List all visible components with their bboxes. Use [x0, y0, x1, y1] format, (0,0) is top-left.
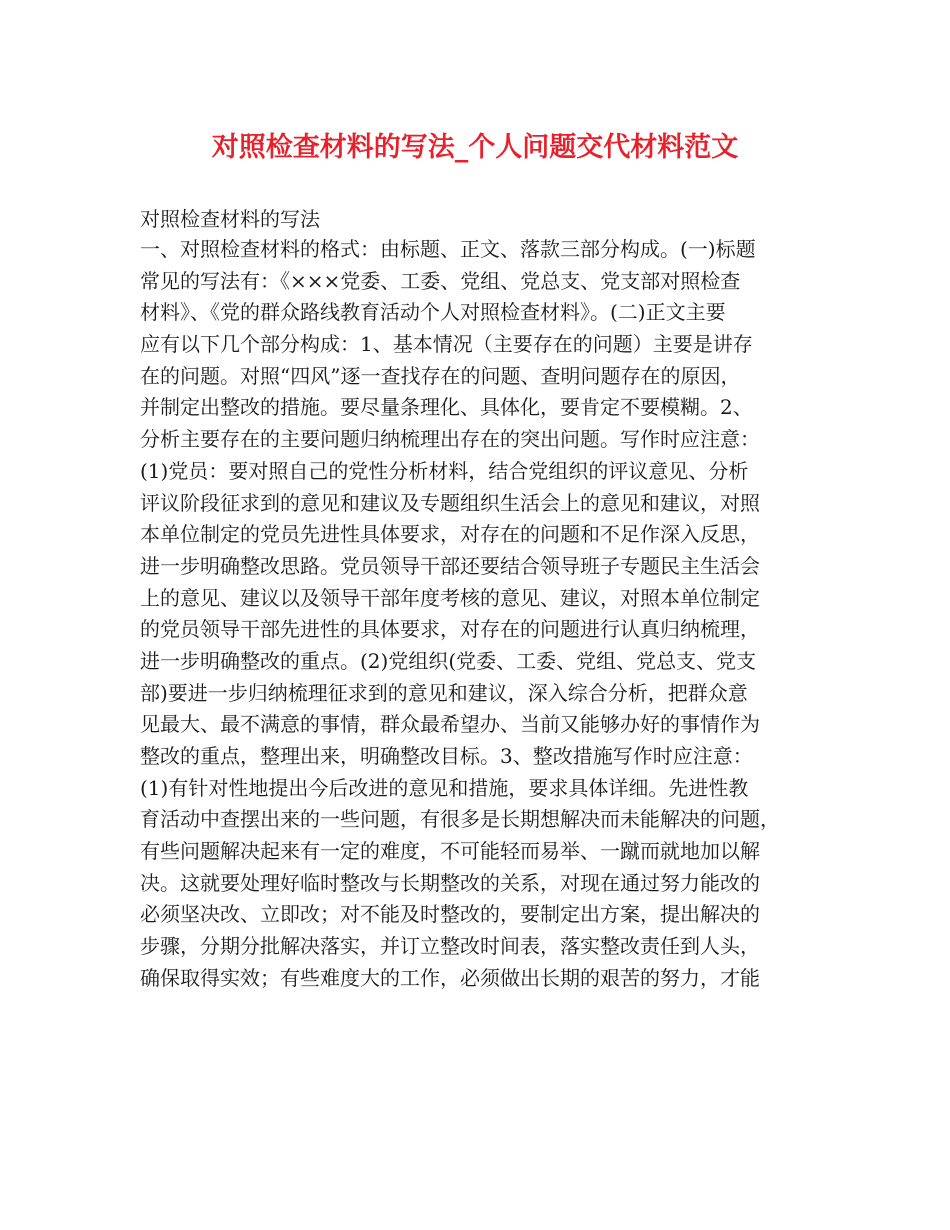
body-line: 必须坚决改、立即改；对不能及时整改的，要制定出方案，提出解决的 [140, 902, 760, 927]
body-line: 本单位制定的党员先进性具体要求，对存在的问题和不足作深入反思， [140, 522, 760, 547]
body-line: 常见的写法有：《×××党委、工委、党组、党总支、党支部对照检查 [140, 268, 741, 293]
body-line: (1)有针对性地提出今后改进的意见和措施，要求具体详细。先进性教 [140, 775, 749, 800]
body-line: 一、对照检查材料的格式：由标题、正文、落款三部分构成。(一)标题 [140, 237, 756, 261]
body-line: 育活动中查摆出来的一些问题，有很多是长期想解决而未能解决的问题， [140, 807, 780, 832]
document-body [140, 234, 830, 995]
body-line: 应有以下几个部分构成：1、基本情况（主要存在的问题）主要是讲存 [140, 332, 753, 357]
body-line: 进一步明确整改的重点。(2)党组织(党委、工委、党组、党总支、党支 [140, 648, 757, 673]
body-line: 决。这就要处理好临时整改与长期整改的关系，对现在通过努力能改的 [140, 870, 760, 895]
body-line: 确保取得实效；有些难度大的工作，必须做出长期的艰苦的努力，才能 [140, 965, 760, 990]
body-line: 步骤，分期分批解决落实，并订立整改时间表，落实整改责任到人头， [140, 934, 760, 959]
body-line: 材料》、《党的群众路线教育活动个人对照检查材料》。(二)正文主要 [140, 300, 726, 325]
body-line: 见最大、最不满意的事情，群众最希望办、当前又能够办好的事情作为 [140, 712, 760, 737]
body-line: 的党员领导干部先进性的具体要求，对存在的问题进行认真归纳梳理， [140, 617, 760, 642]
body-line: 并制定出整改的措施。要尽量条理化、具体化，要肯定不要模糊。2、 [140, 395, 753, 420]
document-title: 对照检查材料的写法_个人问题交代材料范文 [211, 132, 739, 163]
body-line: 部)要进一步归纳梳理征求到的意见和建议，深入综合分析，把群众意 [140, 680, 748, 705]
body-line: (1)党员：要对照自己的党性分析材料，结合党组织的评议意见、分析 [140, 458, 749, 483]
body-line: 评议阶段征求到的意见和建议及专题组织生活会上的意见和建议，对照 [140, 490, 760, 515]
body-line: 上的意见、建议以及领导干部年度考核的意见、建议，对照本单位制定 [140, 585, 760, 610]
body-line: 在的问题。对照“四风”逐一查找存在的问题、查明问题存在的原因， [140, 363, 741, 388]
body-line: 整改的重点，整理出来，明确整改目标。3、整改措施写作时应注意： [140, 744, 753, 768]
body-line: 进一步明确整改思路。党员领导干部还要结合领导班子专题民主生活会 [140, 553, 760, 578]
body-line: 分析主要存在的主要问题归纳梳理出存在的突出问题。写作时应注意： [140, 427, 760, 452]
document-subtitle: 对照检查材料的写法 [140, 207, 320, 231]
body-line: 有些问题解决起来有一定的难度，不可能轻而易举、一蹴而就地加以解 [140, 839, 760, 864]
